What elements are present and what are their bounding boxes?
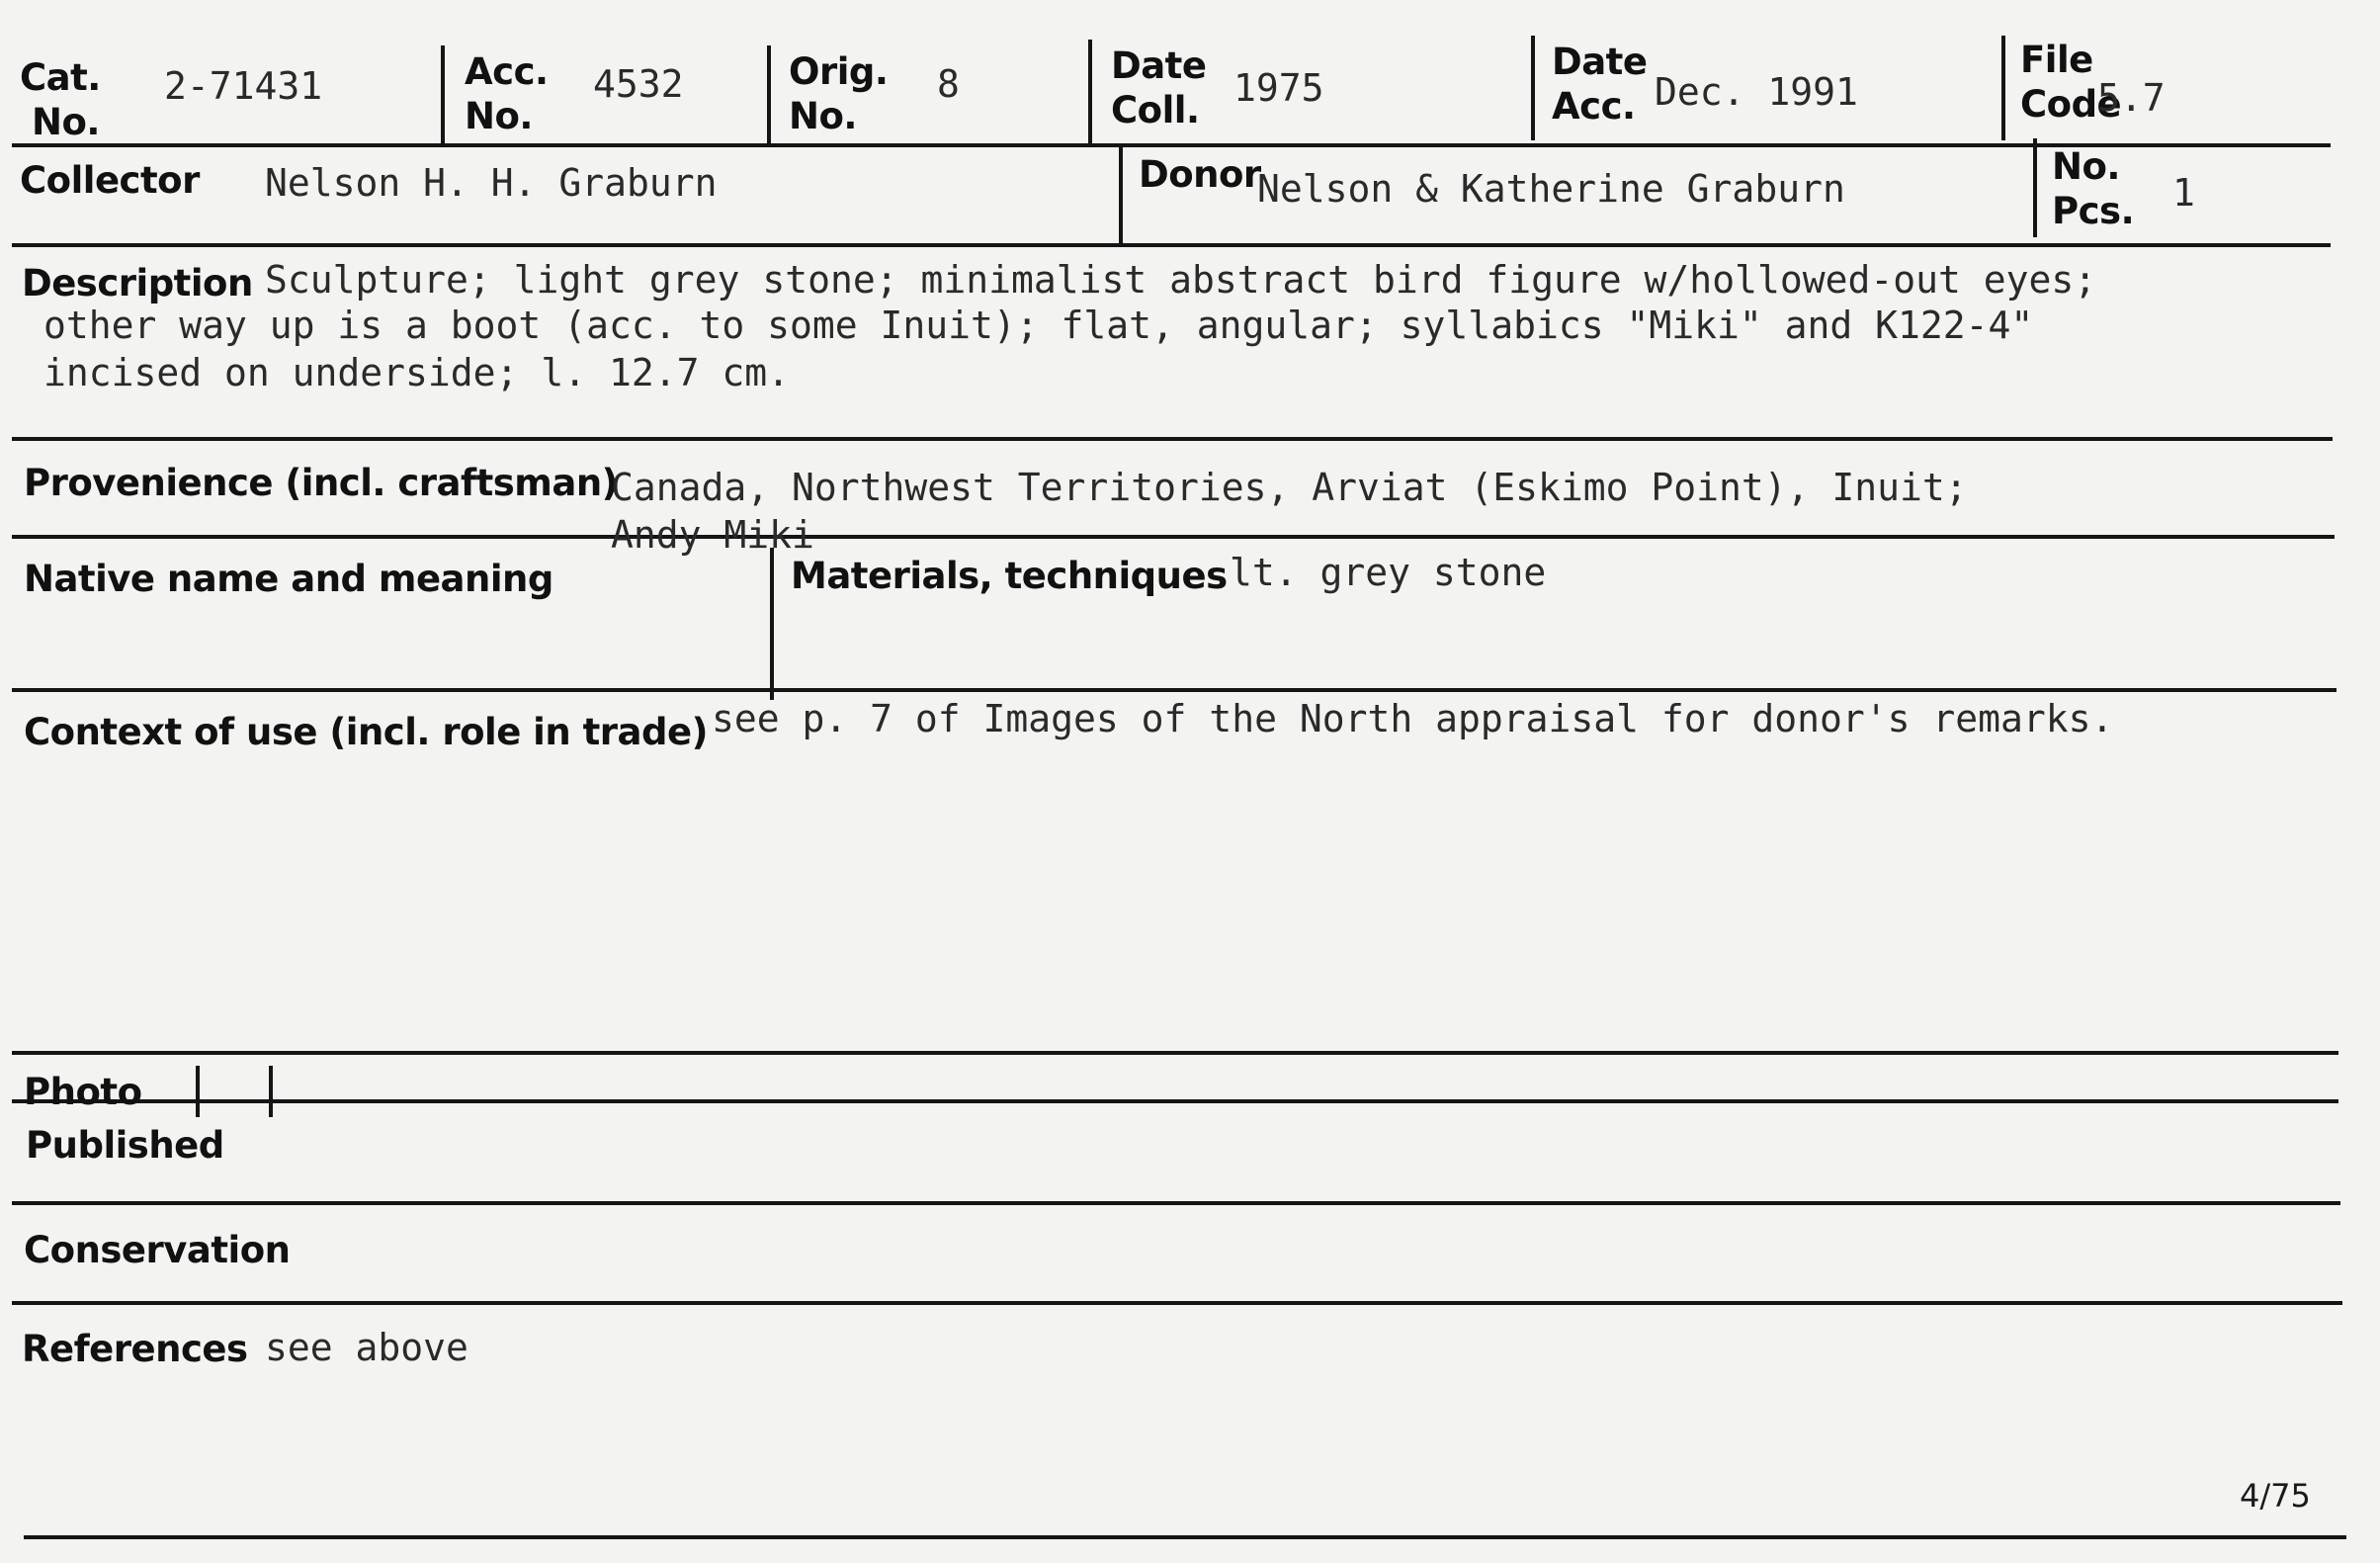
divider bbox=[1119, 144, 1123, 243]
conservation-rule bbox=[12, 1301, 2342, 1305]
materials-label: Materials, techniques bbox=[791, 555, 1228, 597]
pieces-label: No. Pcs. bbox=[2052, 145, 2135, 232]
description-line-1: Sculpture; light grey stone; minimalist abstract bird figure w/hollowed-out eyes; bbox=[265, 258, 2097, 302]
date-acc-label: Date Acc. bbox=[1552, 41, 1648, 128]
photo-label: Photo bbox=[24, 1071, 142, 1113]
date-coll-label: Date Coll. bbox=[1111, 44, 1207, 131]
references-value: see above bbox=[265, 1326, 468, 1369]
divider bbox=[767, 45, 771, 144]
description-rule bbox=[12, 437, 2333, 441]
cat-no-value: 2-71431 bbox=[164, 64, 323, 108]
footer-note: 4/75 bbox=[2240, 1477, 2311, 1515]
collector-rule bbox=[12, 243, 2331, 247]
cat-no-label: Cat. No. bbox=[20, 56, 101, 143]
divider bbox=[770, 548, 774, 700]
acc-no-label: Acc. No. bbox=[465, 50, 549, 137]
references-label: References bbox=[22, 1328, 248, 1370]
provenience-line-2: Andy Miki bbox=[611, 513, 814, 557]
provenience-rule bbox=[12, 535, 2335, 539]
file-code-value: 5.7 bbox=[2097, 76, 2166, 120]
orig-no-label: Orig. No. bbox=[789, 50, 889, 137]
photo-box-divider bbox=[196, 1066, 200, 1117]
divider bbox=[441, 45, 445, 144]
date-acc-value: Dec. 1991 bbox=[1655, 70, 1858, 114]
donor-value: Nelson & Katherine Graburn bbox=[1257, 167, 1845, 211]
description-line-3: incised on underside; l. 12.7 cm. bbox=[43, 351, 790, 394]
conservation-label: Conservation bbox=[24, 1229, 291, 1271]
published-label: Published bbox=[26, 1124, 224, 1167]
context-value: see p. 7 of Images of the North appraisal for donor's remarks. bbox=[712, 697, 2114, 740]
native-name-label: Native name and meaning bbox=[24, 558, 553, 600]
materials-value: lt. grey stone bbox=[1230, 551, 1547, 594]
bottom-rule bbox=[24, 1535, 2346, 1539]
published-rule bbox=[12, 1201, 2340, 1205]
date-coll-value: 1975 bbox=[1233, 66, 1324, 110]
pieces-value: 1 bbox=[2172, 171, 2195, 215]
context-label: Context of use (incl. role in trade) bbox=[24, 711, 708, 753]
file-code-label: File Code bbox=[2020, 39, 2122, 126]
donor-label: Donor bbox=[1139, 153, 1261, 196]
photo-rule bbox=[12, 1099, 2338, 1103]
provenience-label: Provenience (incl. craftsman) bbox=[24, 462, 619, 504]
collector-value: Nelson H. H. Graburn bbox=[265, 161, 718, 205]
description-line-2: other way up is a boot (acc. to some Inuit); flat, angular; syllabics "Miki" and K122-4" bbox=[43, 304, 2034, 347]
photo-box-divider bbox=[269, 1066, 273, 1117]
description-label: Description bbox=[22, 262, 253, 304]
orig-no-value: 8 bbox=[937, 62, 960, 106]
top-rule bbox=[12, 143, 2331, 147]
acc-no-value: 4532 bbox=[593, 62, 684, 106]
divider bbox=[1088, 40, 1092, 144]
divider bbox=[2033, 138, 2037, 237]
context-rule bbox=[12, 1051, 2338, 1055]
divider bbox=[2001, 36, 2005, 140]
collector-label: Collector bbox=[20, 159, 200, 202]
provenience-line-1: Canada, Northwest Territories, Arviat (Eskimo Point), Inuit; bbox=[611, 466, 1968, 509]
native-name-rule bbox=[12, 688, 2337, 692]
divider bbox=[1531, 36, 1535, 140]
